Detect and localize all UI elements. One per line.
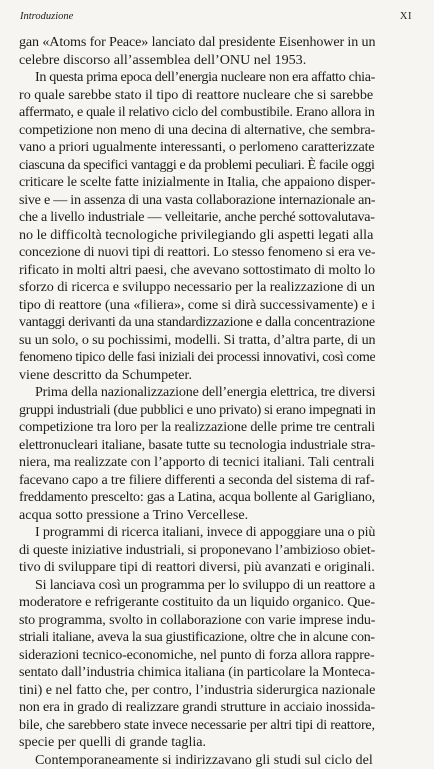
text-line: di queste iniziative industriali, si proponevano l’ambizioso obiet- [19,542,375,560]
text-line: vano a priori ugualmente interessanti, o perlomeno caratterizzate [19,139,375,157]
body-text [19,34,375,769]
text-line: niera, ma realizzate con l’apporto di tecnici italiani. Tali centrali [19,454,375,472]
text-line: striali italiane, aveva la sua giustificazione, oltre che in alcune con- [19,629,375,647]
text-line: fenomeno tipico delle fasi iniziali dei processi innovativi, così come [19,349,375,367]
text-line: concezione di nuovi tipi di reattori. Lo stesso fenomeno si era ve- [19,244,375,262]
text-line: freddamento prescelto: gas a Latina, acqua bollente al Garigliano, [19,489,375,507]
text-line: ro quale sarebbe stato il tipo di reattore nucleare che si sarebbe [19,87,375,105]
page-number: XI [400,11,412,22]
text-line: criticare le scelte fatte inizialmente in Italia, che appaiono disper- [19,174,375,192]
text-line: non era in grado di realizzare grandi strutture in acciaio inossida- [19,699,375,717]
text-line: celebre discorso all’assemblea dell’ONU nel 1953. [19,52,375,70]
text-line: che a livello industriale — velleitarie, anche perché sottovalutava- [19,209,375,227]
text-line: sentato dall’industria chimica italiana (in particolare la Monteca- [19,664,375,682]
text-line: acqua sotto pressione a Trino Vercellese. [19,507,375,525]
text-line: siderazioni tecnico-economiche, nel punto di forza allora rappre- [19,647,375,665]
page-header [0,8,434,26]
text-line: Prima della nazionalizzazione dell’energia elettrica, tre diversi [19,384,375,402]
text-line: ciascuna da specifici vantaggi e da problemi peculiari. È facile oggi [19,157,375,175]
text-line: bile, che sarebbero state invece necessarie per altri tipi di reattore, [19,717,375,735]
text-line: moderatore e refrigerante costituito da un liquido organico. Que- [19,594,375,612]
text-line: no le difficoltà tecnologiche privilegiando gli aspetti legati alla [19,227,375,245]
text-line: tipo di reattore (una «filiera», come si dirà successivamente) e i [19,297,375,315]
text-line: gruppi industriali (due pubblici e uno privato) si erano impegnati in [19,402,375,420]
text-line: su un solo, o su pochissimi, modelli. Si tratta, d’altra parte, di un [19,332,375,350]
text-line: Si lanciava così un programma per lo sviluppo di un reattore a [19,577,375,595]
text-line: elettronucleari italiane, basate tutte su tecnologia industriale stra- [19,437,375,455]
text-line: tivo di sviluppare tipi di reattori diversi, più avanzati e originali. [19,559,375,577]
text-line: rificato in molti altri paesi, che avevano sottostimato di molto lo [19,262,375,280]
running-head: Introduzione [20,11,73,22]
text-line: tini) e nel fatto che, per contro, l’industria siderurgica nazionale [19,682,375,700]
text-line: In questa prima epoca dell’energia nucleare non era affatto chia- [19,69,375,87]
text-line: vantaggi derivanti da una standardizzazione e dalla concentrazione [19,314,375,332]
text-line: sforzo di ricerca e sviluppo necessario per la realizzazione di un [19,279,375,297]
text-line: facevano capo a tre filiere differenti a seconda del sistema di raf- [19,472,375,490]
text-line: competizione tra loro per la realizzazione delle prime tre centrali [19,419,375,437]
text-line: sto programma, svolto in collaborazione con varie imprese indu- [19,612,375,630]
text-line: viene descritto da Schumpeter. [19,367,375,385]
text-line: Contemporaneamente si indirizzavano gli studi sul ciclo del [19,752,375,769]
text-line: affermato, e quale il relativo ciclo del combustibile. Erano allora in [19,104,375,122]
text-line: sive e — in assenza di una vasta collaborazione internazionale an- [19,192,375,210]
text-line: specie per quelli di grande taglia. [19,734,375,752]
text-line: gan «Atoms for Peace» lanciato dal presidente Eisenhower in un [19,34,375,52]
text-line: I programmi di ricerca italiani, invece di appoggiare una o più [19,524,375,542]
text-line: competizione non meno di una decina di alternative, che sembra- [19,122,375,140]
